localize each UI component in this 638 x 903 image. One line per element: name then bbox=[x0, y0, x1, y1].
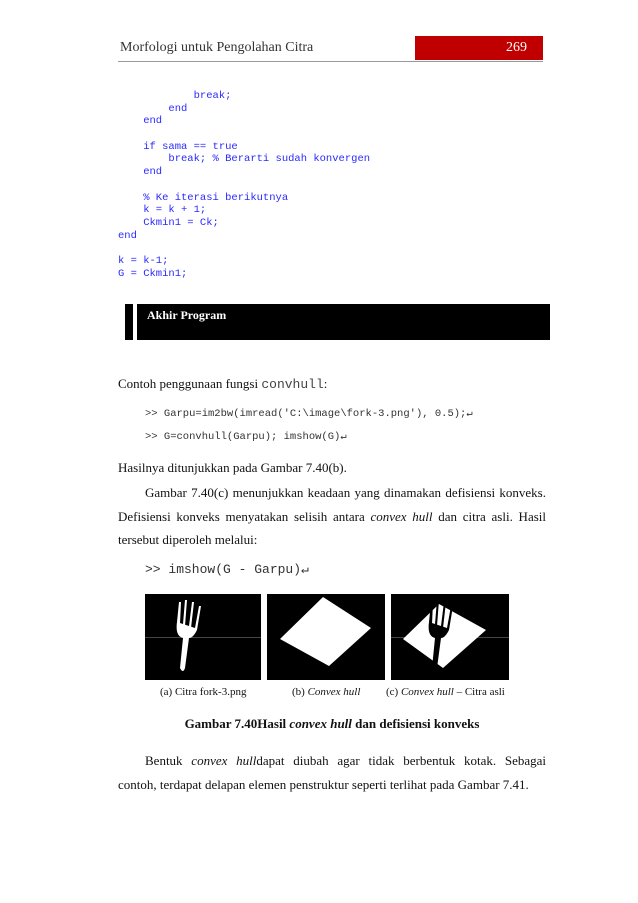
code-line: end bbox=[118, 229, 137, 242]
intro-paragraph bbox=[118, 376, 327, 392]
figure-title-em: convex hull bbox=[289, 716, 352, 731]
code-line bbox=[118, 179, 370, 192]
caption-b-prefix: (b) bbox=[292, 686, 308, 698]
code-line: Ckmin1 = Ck; bbox=[118, 216, 219, 229]
closing-line-1-b: dapat diubah agar tidak berbentuk kotak. Sebagai bbox=[256, 753, 546, 768]
code-line: % Ke iterasi berikutnya bbox=[118, 191, 289, 204]
result-line: Hasilnya ditunjukkan pada Gambar 7.40(b). bbox=[118, 460, 347, 475]
intro-colon: : bbox=[323, 376, 328, 391]
convex-hull-shape bbox=[267, 594, 385, 680]
code-line bbox=[118, 128, 370, 141]
caption-a: (a) Citra fork-3.png bbox=[160, 686, 247, 698]
end-program-inner bbox=[133, 304, 550, 340]
closing-line-1-a: Bentuk bbox=[145, 753, 192, 768]
code-line: end bbox=[118, 115, 163, 128]
code-line: if sama == true bbox=[118, 140, 238, 153]
command-line-1: >> Garpu=im2bw(imread('C:\image\fork-3.png'), 0.5);↵ bbox=[145, 408, 473, 420]
convex-hull-image bbox=[267, 594, 385, 680]
closing-line-1-em: convex hull bbox=[191, 753, 257, 768]
page-number: 269 bbox=[506, 40, 527, 55]
figure-title bbox=[118, 716, 546, 732]
caption-c-em: Convex hull bbox=[400, 686, 454, 698]
caption-c-suffix: – Citra asli bbox=[453, 686, 505, 698]
code-listing bbox=[118, 90, 370, 280]
caption-c-prefix: (c) bbox=[386, 686, 401, 698]
code-line: k = k + 1; bbox=[118, 204, 207, 217]
code-line: G = Ckmin1; bbox=[118, 267, 188, 280]
code-line: k = k-1; bbox=[118, 254, 169, 267]
code-line: break; % Berarti sudah konvergen bbox=[118, 153, 371, 166]
defisiensi-line-1: Gambar 7.40(c) menunjukkan keadaan yang dinamakan defisiensi konveks. bbox=[145, 485, 546, 500]
caption-b bbox=[292, 686, 360, 698]
imshow-command: >> imshow(G - Garpu)↵ bbox=[145, 562, 309, 577]
caption-b-em: Convex hull bbox=[307, 686, 361, 698]
caption-c bbox=[386, 686, 505, 698]
figure-title-a: Gambar 7.40Hasil bbox=[184, 716, 290, 731]
header-rule bbox=[118, 61, 543, 62]
code-line: end bbox=[118, 102, 188, 115]
closing-line-2: contoh, terdapat delapan elemen penstruktur seperti terlihat pada Gambar 7.41. bbox=[118, 777, 529, 792]
defisiensi-line-2 bbox=[118, 509, 546, 525]
defisiensi-line-2-em: convex hull bbox=[370, 509, 433, 524]
command-line-2: >> G=convhull(Garpu); imshow(G)↵ bbox=[145, 431, 347, 443]
defisiensi-line-3: tersebut diperoleh melalui: bbox=[118, 532, 258, 547]
closing-line-1 bbox=[145, 753, 546, 769]
fork-image bbox=[145, 594, 261, 680]
defisiensi-line-2-a: Defisiensi konveks menyatakan selisih antara bbox=[118, 509, 371, 524]
code-line: break; bbox=[118, 90, 232, 102]
deficiency-shape bbox=[391, 594, 509, 680]
end-program-label: Akhir Program bbox=[147, 308, 227, 322]
intro-text: Contoh penggunaan fungsi bbox=[118, 376, 262, 391]
defisiensi-line-2-c: dan citra asli. Hasil bbox=[432, 509, 546, 524]
code-line: end bbox=[118, 166, 163, 179]
end-program-box bbox=[125, 304, 548, 340]
page-number-tab bbox=[415, 36, 543, 60]
intro-func: convhull bbox=[261, 377, 324, 392]
code-line bbox=[118, 242, 370, 255]
fork-icon bbox=[145, 594, 261, 680]
deficiency-image bbox=[391, 594, 509, 680]
running-header-title: Morfologi untuk Pengolahan Citra bbox=[120, 40, 314, 55]
figure-title-b: dan defisiensi konveks bbox=[351, 716, 480, 731]
